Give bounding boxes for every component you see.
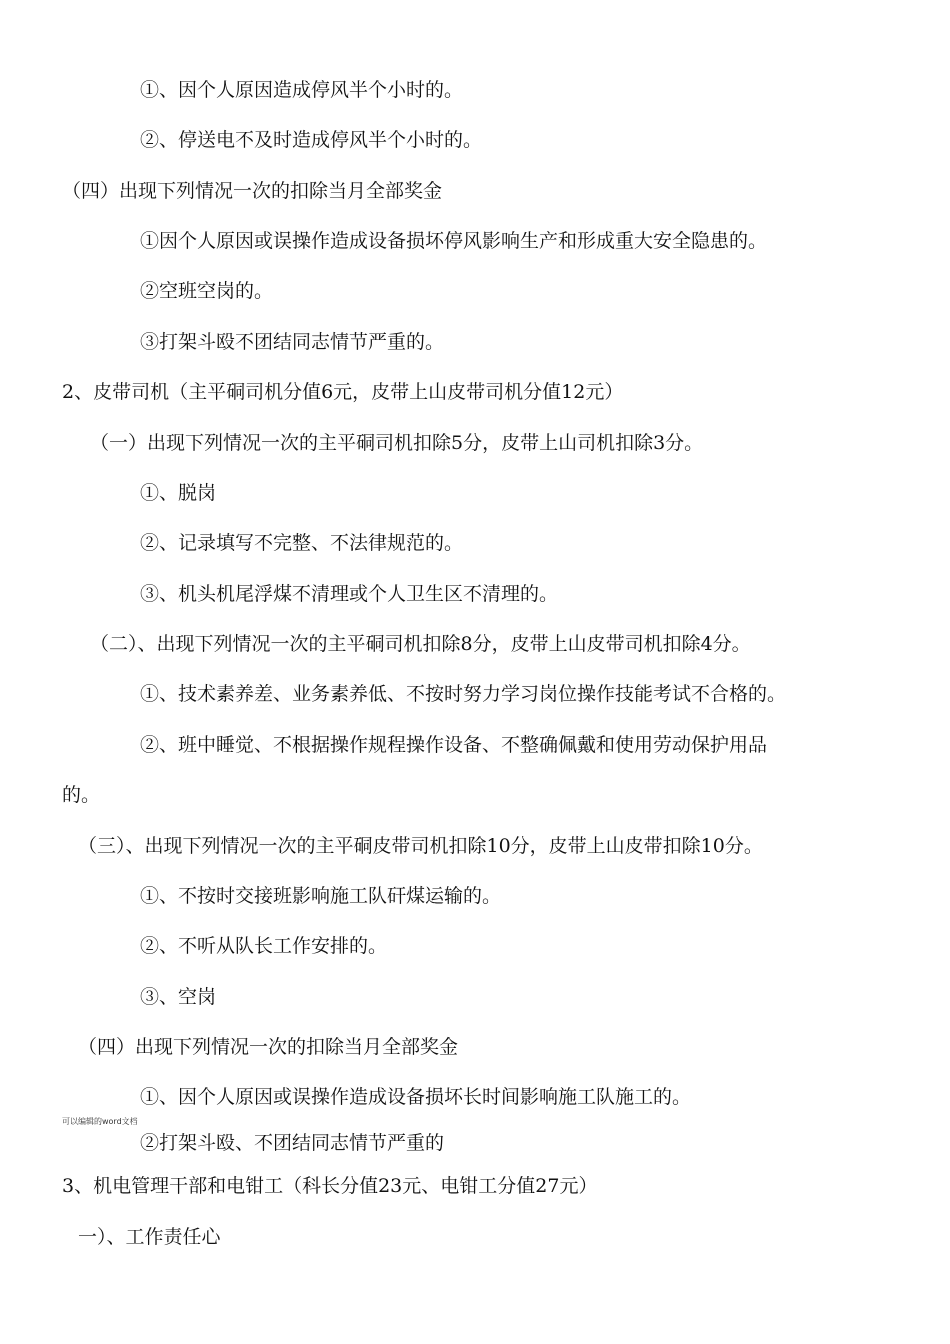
subsection-heading: 一）、工作责任心 bbox=[78, 1226, 221, 1248]
subsection-heading: （二）、出现下列情况一次的主平硐司机扣除8分，皮带上山皮带司机扣除4分。 bbox=[90, 633, 751, 655]
text-line-11: ①、不按时交接班影响施工队矸煤运输的。 bbox=[140, 885, 502, 907]
text-line-14: ①、因个人原因或误操作造成设备损坏长时间影响施工队施工的。 bbox=[140, 1086, 692, 1108]
editable-doc-note: 可以编辑的word文档 bbox=[62, 1117, 138, 1126]
text-line-2: ②、停送电不及时造成停风半个小时的。 bbox=[140, 129, 483, 151]
text-line-4: ②空班空岗的。 bbox=[140, 280, 274, 302]
text-line-15: ②打架斗殴、不团结同志情节严重的 bbox=[140, 1132, 445, 1154]
text-line-6: ①、脱岗 bbox=[140, 482, 217, 504]
text-line-9: ①、技术素养差、业务素养低、不按时努力学习岗位操作技能考试不合格的。 bbox=[140, 683, 787, 705]
text-line-5: ③打架斗殴不团结同志情节严重的。 bbox=[140, 331, 445, 353]
section-title: 2、皮带司机（主平硐司机分值6元，皮带上山皮带司机分值12元） bbox=[62, 381, 624, 403]
text-line-7: ②、记录填写不完整、不法律规范的。 bbox=[140, 532, 464, 554]
text-line-13: ③、空岗 bbox=[140, 986, 217, 1008]
text-line-8: ③、机头机尾浮煤不清理或个人卫生区不清理的。 bbox=[140, 583, 559, 605]
text-line-10-cont: 的。 bbox=[62, 784, 101, 806]
section-heading: （四）出现下列情况一次的扣除当月全部奖金 bbox=[62, 180, 443, 202]
section-title: 3、机电管理干部和电钳工（科长分值23元、电钳工分值27元） bbox=[62, 1175, 598, 1197]
text-line-12: ②、不听从队长工作安排的。 bbox=[140, 935, 388, 957]
subsection-heading: （一）出现下列情况一次的主平硐司机扣除5分，皮带上山司机扣除3分。 bbox=[90, 432, 704, 454]
text-line-1: ①、因个人原因造成停风半个小时的。 bbox=[140, 79, 464, 101]
text-line-3: ①因个人原因或误操作造成设备损坏停风影响生产和形成重大安全隐患的。 bbox=[140, 230, 768, 252]
subsection-heading: （四）出现下列情况一次的扣除当月全部奖金 bbox=[78, 1036, 459, 1058]
subsection-heading: （三）、出现下列情况一次的主平硐皮带司机扣除10分，皮带上山皮带扣除10分。 bbox=[78, 835, 763, 857]
text-line-10: ②、班中睡觉、不根据操作规程操作设备、不整确佩戴和使用劳动保护用品 bbox=[140, 734, 768, 756]
